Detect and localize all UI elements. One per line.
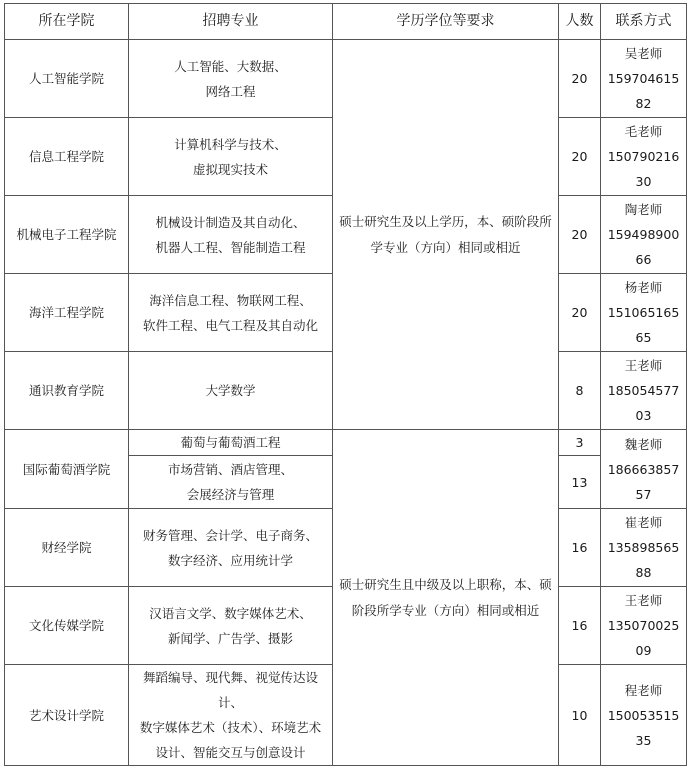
contact-phone: 186663857 [607, 461, 680, 477]
college-cell: 通识教育学院 [5, 352, 129, 430]
major-cell [129, 587, 333, 665]
contact-name: 毛老师 [624, 124, 663, 139]
table-row [5, 40, 687, 118]
major-line: 人工智能、大数据、 [174, 58, 287, 74]
major-line: 数字媒体艺术（技术）、环境艺术 [139, 720, 322, 735]
major-line: 会展经济与管理 [186, 487, 275, 502]
header-requirements: 学历学位等要求 [333, 4, 559, 40]
college-cell: 艺术设计学院 [5, 665, 129, 766]
contact-cell [601, 274, 687, 352]
college-cell: 文化传媒学院 [5, 587, 129, 665]
count-cell: 20 [559, 40, 601, 118]
contact-cell [601, 118, 687, 196]
contact-phone: 135070025 [607, 618, 680, 633]
major-cell [129, 196, 333, 274]
contact-cell [601, 587, 687, 665]
major-cell [129, 352, 333, 430]
college-cell: 财经学院 [5, 509, 129, 587]
contact-cell [601, 665, 687, 766]
contact-name: 崔老师 [624, 515, 663, 530]
contact-phone: 65 [635, 330, 652, 345]
contact-phone: 09 [635, 643, 652, 658]
count-cell: 20 [559, 274, 601, 352]
count-cell: 16 [559, 509, 601, 587]
contact-phone: 151065165 [607, 305, 680, 320]
contact-phone: 159498900 [607, 227, 680, 242]
contact-phone: 57 [635, 486, 652, 502]
major-line: 汉语言文学、数字媒体艺术、 [149, 605, 312, 621]
requirement-cell [333, 430, 559, 766]
major-cell [129, 274, 333, 352]
major-line: 财务管理、会计学、电子商务、 [142, 527, 318, 543]
major-line: 大学数学 [205, 383, 256, 398]
header-contact: 联系方式 [601, 4, 687, 40]
contact-cell [601, 196, 687, 274]
contact-phone: 35 [635, 732, 652, 748]
college-cell: 人工智能学院 [5, 40, 129, 118]
major-line: 新闻学、广告学、摄影 [167, 630, 293, 646]
college-cell: 海洋工程学院 [5, 274, 129, 352]
contact-phone: 150053515 [607, 707, 680, 723]
count-cell: 16 [559, 587, 601, 665]
contact-cell [601, 40, 687, 118]
major-line: 机器人工程、智能制造工程 [155, 239, 306, 255]
contact-cell [601, 430, 687, 509]
contact-phone: 30 [635, 174, 652, 189]
count-cell: 10 [559, 665, 601, 766]
contact-phone: 159704615 [607, 71, 680, 86]
count-cell: 3 [559, 430, 601, 456]
table-row [5, 430, 687, 456]
major-line: 市场营销、酒店管理、 [167, 462, 293, 477]
contact-name: 吴老师 [624, 46, 663, 61]
major-cell [129, 665, 333, 766]
major-line: 网络工程 [205, 83, 256, 99]
college-cell: 国际葡萄酒学院 [5, 430, 129, 509]
contact-name: 王老师 [624, 358, 663, 373]
major-line: 虚拟现实技术 [192, 161, 268, 177]
major-line: 设计、智能交互与创意设计 [155, 745, 306, 760]
header-count: 人数 [559, 4, 601, 40]
header-row [5, 4, 687, 40]
count-cell: 8 [559, 352, 601, 430]
major-cell [129, 430, 333, 456]
major-line: 数字经济、应用统计学 [167, 552, 293, 568]
major-line: 海洋信息工程、物联网工程、 [149, 292, 312, 308]
major-cell [129, 509, 333, 587]
contact-phone: 03 [635, 408, 652, 423]
header-college: 所在学院 [5, 4, 129, 40]
major-line: 舞蹈编导、现代舞、视觉传达设计、 [142, 670, 318, 710]
contact-phone: 66 [635, 252, 652, 267]
contact-phone: 150790216 [607, 149, 680, 164]
major-cell [129, 40, 333, 118]
contact-name: 魏老师 [624, 436, 663, 452]
contact-phone: 185054577 [607, 383, 680, 398]
major-line: 机械设计制造及其自动化、 [155, 214, 306, 230]
count-cell: 13 [559, 456, 601, 509]
college-cell: 信息工程学院 [5, 118, 129, 196]
major-line: 计算机科学与技术、 [174, 136, 287, 152]
contact-phone: 135898565 [607, 540, 680, 555]
header-major: 招聘专业 [129, 4, 333, 40]
contact-cell [601, 509, 687, 587]
contact-phone: 82 [635, 96, 652, 111]
requirement-text: 硕士研究生及以上学历，本、硕阶段所学专业（方向）相同或相近 [339, 213, 552, 255]
contact-name: 王老师 [624, 593, 663, 608]
contact-name: 陶老师 [624, 202, 663, 217]
major-line: 葡萄与葡萄酒工程 [180, 435, 281, 450]
contact-phone: 88 [635, 565, 652, 580]
major-cell [129, 118, 333, 196]
college-cell: 机械电子工程学院 [5, 196, 129, 274]
major-cell [129, 456, 333, 509]
requirement-cell [333, 40, 559, 430]
recruitment-table [4, 3, 687, 766]
count-cell: 20 [559, 196, 601, 274]
count-cell: 20 [559, 118, 601, 196]
contact-name: 程老师 [624, 682, 663, 698]
major-line: 软件工程、电气工程及其自动化 [142, 317, 318, 333]
contact-name: 杨老师 [624, 280, 663, 295]
contact-cell [601, 352, 687, 430]
requirement-text: 硕士研究生且中级及以上职称，本、硕阶段所学专业（方向）相同或相近 [339, 576, 552, 618]
